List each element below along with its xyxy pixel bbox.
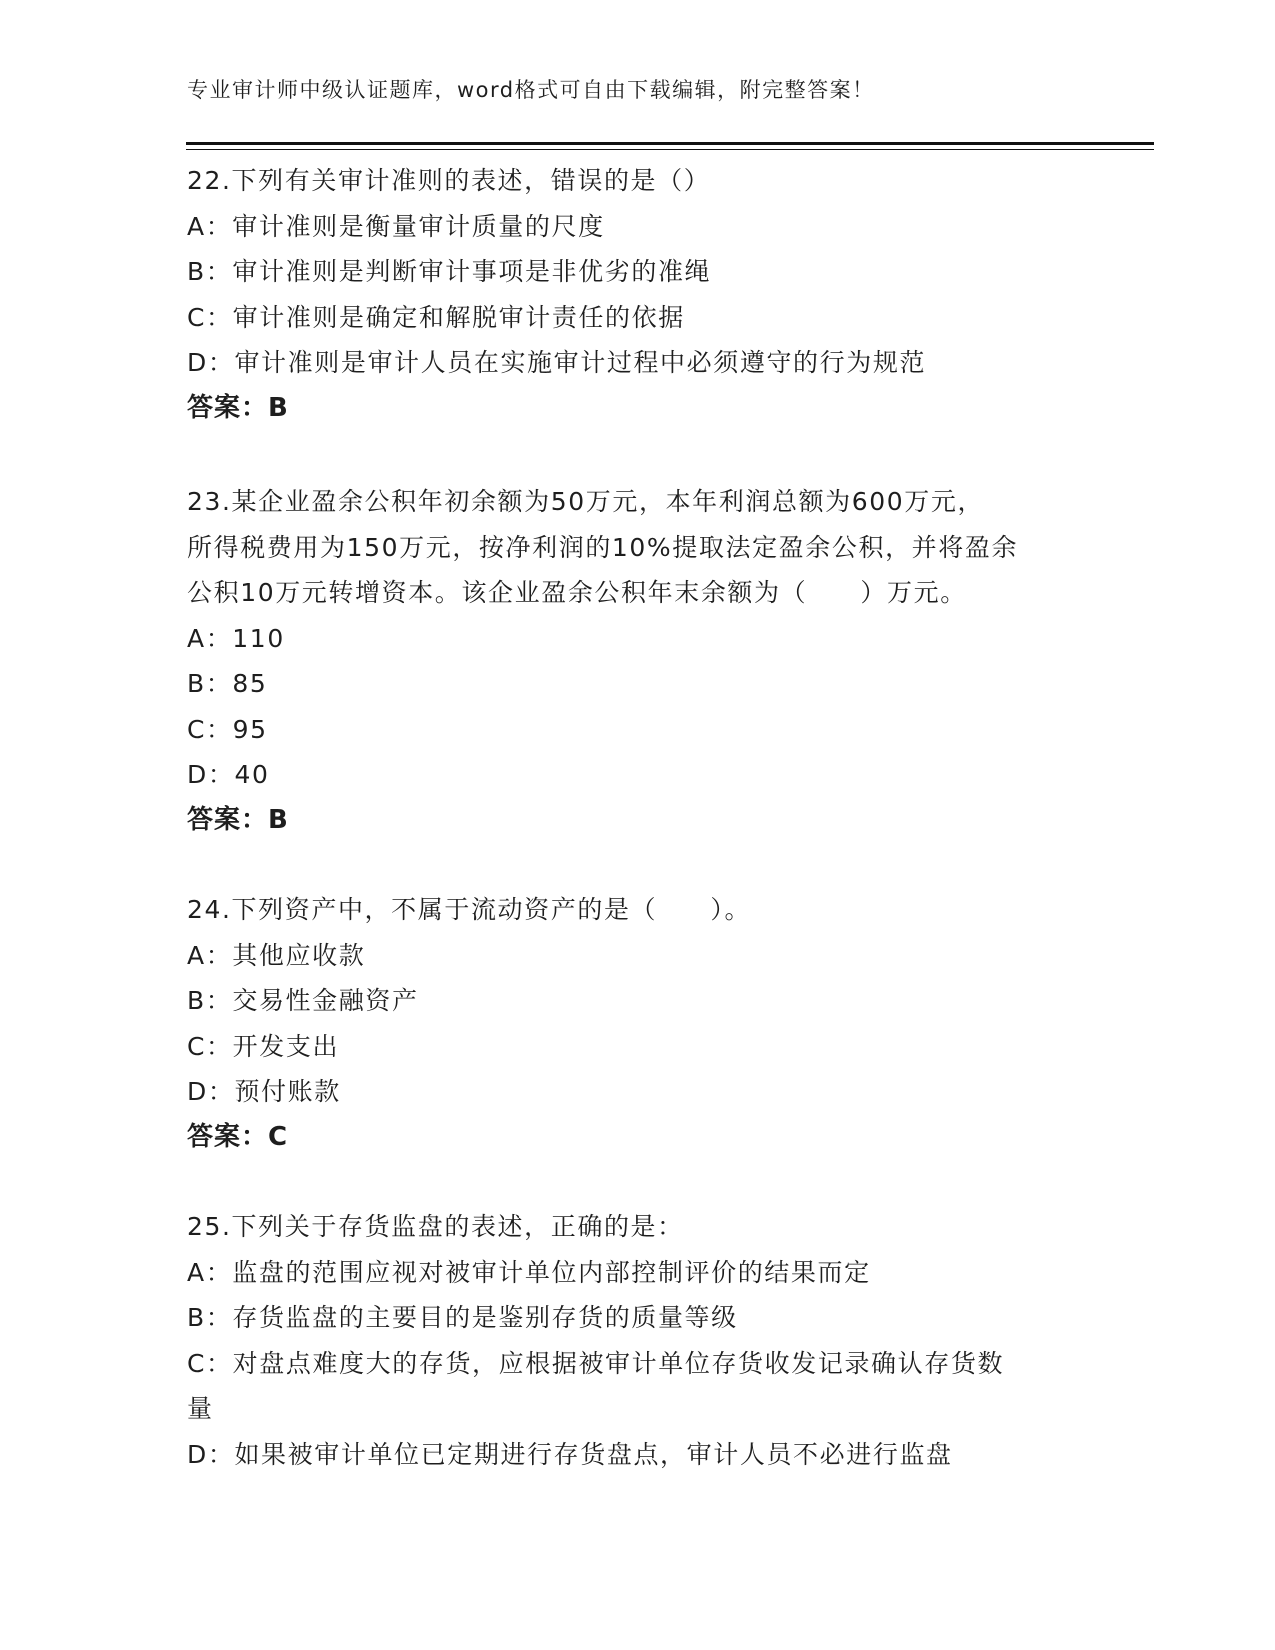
option-a: A：110	[187, 623, 285, 653]
question-block	[187, 479, 1087, 843]
option-c: C：开发支出	[187, 1031, 340, 1061]
header-rule-thick	[186, 142, 1154, 145]
question-block	[187, 887, 1087, 1160]
option-d: D：审计准则是审计人员在实施审计过程中必须遵守的行为规范	[187, 348, 927, 377]
option-c: C：审计准则是确定和解脱审计责任的依据	[187, 302, 685, 332]
option-a: A：监盘的范围应视对被审计单位内部控制评价的结果而定	[187, 1257, 871, 1287]
header-rule-thin	[186, 149, 1154, 150]
option-b: B：85	[187, 669, 268, 698]
question-stem: 22.下列有关审计准则的表述，错误的是（）	[187, 166, 711, 195]
question-block	[187, 158, 1087, 431]
question-stem: 25.下列关于存货监盘的表述，正确的是：	[187, 1212, 684, 1241]
option-b: B：审计准则是判断审计事项是非优劣的准绳	[187, 257, 712, 286]
question-stem: 23.某企业盈余公积年初余额为50万元，本年利润总额为600万元，	[187, 487, 985, 516]
option-a: A：其他应收款	[187, 940, 366, 970]
question-block	[187, 1204, 1087, 1477]
answer-label: 答案：B	[187, 392, 289, 423]
option-c: C：95	[187, 714, 268, 744]
option-d: D：40	[187, 760, 270, 789]
answer-label: 答案：B	[187, 804, 289, 835]
question-stem: 公积10万元转增资本。该企业盈余公积年末余额为（ ）万元。	[187, 578, 967, 607]
page-header: 专业审计师中级认证题库，word格式可自由下载编辑，附完整答案！	[187, 78, 875, 102]
option-d: D：预付账款	[187, 1077, 341, 1106]
option-d: D：如果被审计单位已定期进行存货盘点，审计人员不必进行监盘	[187, 1439, 953, 1469]
option-b: B：存货监盘的主要目的是鉴别存货的质量等级	[187, 1303, 738, 1332]
option-c-continued: 量	[187, 1394, 214, 1423]
question-stem: 所得税费用为150万元，按净利润的10%提取法定盈余公积，并将盈余	[187, 532, 1019, 562]
option-b: B：交易性金融资产	[187, 986, 419, 1015]
option-a: A：审计准则是衡量审计质量的尺度	[187, 211, 605, 241]
answer-label: 答案：C	[187, 1121, 289, 1152]
option-c: C：对盘点难度大的存货，应根据被审计单位存货收发记录确认存货数	[187, 1348, 1005, 1378]
question-stem: 24.下列资产中，不属于流动资产的是（ ）。	[187, 895, 752, 924]
question-list	[187, 158, 1087, 1477]
